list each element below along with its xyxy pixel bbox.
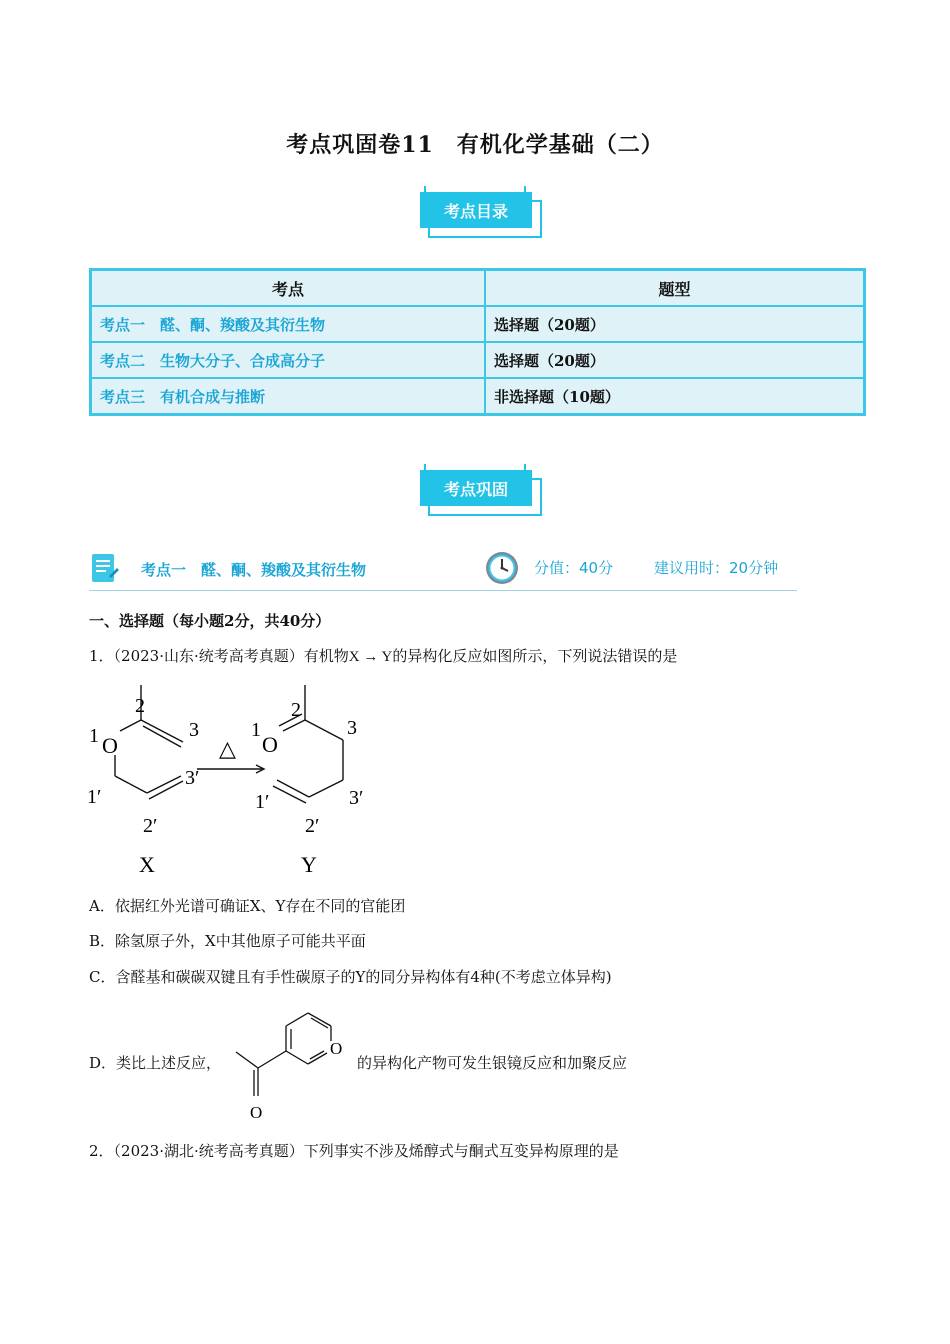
section-header — [89, 548, 797, 591]
x-label-2: 2 — [135, 695, 145, 717]
x-atom-o: O — [102, 733, 118, 758]
practice-badge — [420, 470, 542, 516]
question-2-stem: 2．（2023·湖北·统考高考真题）下列事实不涉及烯醇式与酮式互变异构原理的是 — [89, 1142, 619, 1160]
x-name: X — [139, 852, 155, 877]
notebook-icon — [91, 552, 119, 584]
part-heading: 一、选择题（每小题2分，共40分） — [89, 612, 331, 630]
q1-stem-suffix: 的异构化反应如图所示，下列说法错误的是 — [392, 647, 678, 665]
y-label-3p: 3′ — [349, 787, 364, 809]
y-label-1: 1 — [251, 719, 261, 741]
toc-type-3: 非选择题（10题） — [485, 378, 865, 415]
y-name: Y — [301, 852, 317, 877]
toc-header-row — [91, 270, 865, 307]
y-label-2p: 2′ — [305, 815, 320, 837]
x-label-3p: 3′ — [185, 767, 200, 789]
section-title: 考点一 醛、酮、羧酸及其衍生物 — [141, 561, 367, 579]
q1-stem-prefix: 1．（2023·山东·统考高考真题）有机物 — [89, 647, 349, 665]
toc-table — [89, 268, 866, 416]
q1-option-a: A．依据红外光谱可确证X、Y存在不同的官能团 — [89, 897, 406, 915]
q1-stem-formula: X → Y — [348, 649, 393, 665]
toc-badge — [420, 192, 542, 238]
toc-header-type: 题型 — [485, 270, 865, 307]
table-row — [91, 378, 865, 415]
toc-topic-1: 考点一 醛、酮、羧酸及其衍生物 — [91, 306, 486, 342]
table-row — [91, 342, 865, 378]
toc-type-1: 选择题（20题） — [485, 306, 865, 342]
toc-type-2: 选择题（20题） — [485, 342, 865, 378]
y-label-3: 3 — [347, 717, 357, 739]
practice-badge-label: 考点巩固 — [420, 470, 532, 506]
section-time: 建议用时：20分钟 — [654, 559, 779, 577]
page-title: 考点巩固卷11 有机化学基础（二） — [286, 132, 664, 158]
q1-option-c: C．含醛基和碳碳双键且有手性碳原子的Y的同分异构体有4种(不考虑立体异构) — [89, 968, 612, 986]
y-label-2: 2 — [291, 699, 301, 721]
q1-option-d-prefix: D．类比上述反应， — [89, 1054, 222, 1072]
toc-topic-2: 考点二 生物大分子、合成高分子 — [91, 342, 486, 378]
carbonyl-oxygen: O — [250, 1103, 263, 1122]
heat-symbol: △ — [219, 736, 236, 761]
x-label-2p: 2′ — [143, 815, 158, 837]
q1-option-d-structure — [228, 998, 353, 1126]
toc-header-topic: 考点 — [91, 270, 486, 307]
ring-oxygen: O — [330, 1039, 343, 1058]
section-score: 分值：40分 — [534, 559, 614, 577]
table-row — [91, 306, 865, 342]
x-label-3: 3 — [189, 719, 199, 741]
toc-badge-label: 考点目录 — [420, 192, 532, 228]
toc-topic-3: 考点三 有机合成与推断 — [91, 378, 486, 415]
y-label-1p: 1′ — [255, 791, 270, 813]
question-1-stem — [89, 645, 677, 668]
x-label-1: 1 — [89, 725, 99, 747]
q1-reaction-figure — [85, 680, 395, 880]
q1-option-d-suffix: 的异构化产物可发生银镜反应和加聚反应 — [357, 1054, 628, 1072]
q1-option-b: B．除氢原子外，X中其他原子可能共平面 — [89, 932, 366, 950]
y-atom-o: O — [262, 732, 278, 757]
clock-icon — [484, 550, 520, 586]
x-label-1p: 1′ — [87, 786, 102, 808]
